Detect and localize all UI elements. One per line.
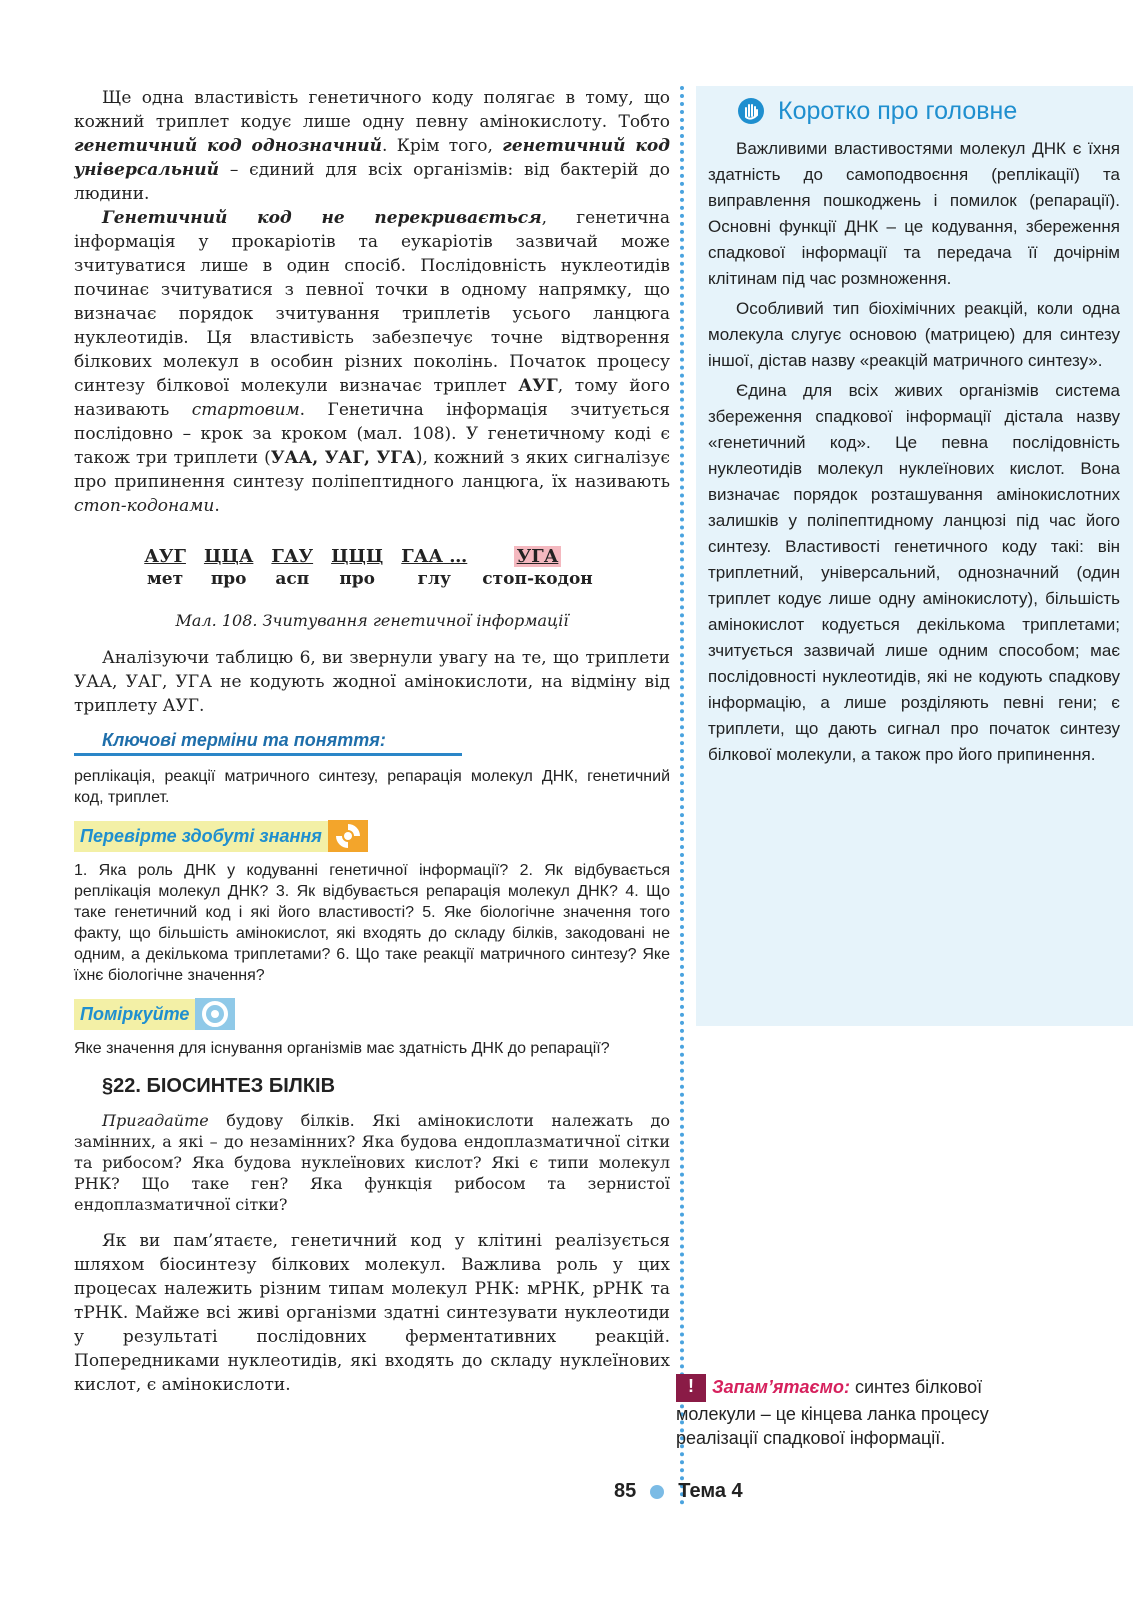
exclamation-icon: ! (676, 1374, 706, 1402)
paragraph-analysis: Аналізуючи таблицю 6, ви звернули увагу на те, що триплети УАА, УАГ, УГА не кодують жодної амінокислоти, на відміну від триплету АУГ. (74, 648, 670, 716)
body-text-block (74, 86, 670, 518)
topic-label: Тема 4 (678, 1480, 743, 1502)
codon-figure (64, 546, 670, 589)
think-badge (74, 998, 670, 1030)
paragraph-biosynthesis: Як ви пам’ятаєте, генетичний код у клітині реалізується шляхом біосинтезу білкових молекул. Важлива роль у цих процесах належить різним типам молекул РНК: мРНК, рРНК та тРНК. Майже всі живі організми здатні синтезувати нуклеотиди у результаті послідовних ферментативних реакцій. Попередниками нуклеотидів, які входять до складу нуклеїнових кислот, є амінокислоти. (74, 1231, 670, 1395)
summary-paragraph: Єдина для всіх живих організмів система збереження спадкової інформації дістала назву «генетичний код». Це певна послідовність нуклеотидів молекул нуклеїнових кислот. Вона визначає порядок розташування амінокислотних залишків у поліпептидному ланцюзі під час його синтезу. Властивості генетичного коду такі: він триплетний, універсальний, однозначний (один триплет кодує лише одну амінокислоту), більшість амінокислот кодується декількома триплетами; зчитується зазвичай лише одним способом; має послідовності нуклеотидів, які не кодують спадкову інформацію, а лише розділяють певні гени; є триплети, що дають сигнал про початок синтезу білкової молекули, а також про його припинення. (708, 381, 1120, 764)
think-label: Поміркуйте (74, 999, 195, 1030)
summary-paragraph: Особливий тип біохімічних реакцій, коли одна молекула слугує основою (матрицею) для синтезу іншої, дістав назву «реакцій матричного синтезу». (708, 299, 1120, 370)
think-text: Яке значення для існування організмів має здатність ДНК до репарації? (74, 1040, 610, 1057)
codon-item: ГАУ асп (271, 546, 314, 589)
page-footer (614, 1480, 743, 1503)
bullet-dot-icon (650, 1485, 664, 1499)
key-terms-heading: Ключові терміни та поняття: (74, 730, 462, 756)
check-knowledge-text: 1. Яка роль ДНК у кодуванні генетичної інформації? 2. Як відбувається реплікація молекул ДНК? 3. Як відбувається репарація молекул ДНК? 4. Що таке генетичний код і які його властивості? 5. Яке біологічне значення того факту, що більшість амінокислот, які входять до складу білків, закодовані не одним, а декількома триплетами? 6. Що таке реакції матричного синтезу? Яке їхнє біологічне значення? (74, 862, 670, 984)
summary-sidebar (696, 86, 1133, 1026)
page-number: 85 (614, 1480, 637, 1502)
remember-label: Запам’ятаємо: (712, 1376, 850, 1397)
column-divider (680, 86, 684, 1506)
remember-note (676, 1374, 1036, 1450)
check-knowledge-label: Перевірте здобуті знання (74, 821, 328, 852)
summary-text (696, 136, 1133, 768)
summary-paragraph: Важливими властивостями молекул ДНК є їхня здатність до самоподвоєння (реплікації) та виправлення пошкоджень і помилок (репарації). Основні функції ДНК – це кодування, збереження спадкової інформації та передача її дочірнім клітинам під час розмноження. (708, 139, 1120, 288)
analysis-block (74, 646, 670, 718)
section-title: §22. БІОСИНТЕЗ БІЛКІВ (102, 1075, 336, 1097)
summary-title-text: Коротко про головне (778, 96, 1018, 125)
main-column (74, 86, 670, 1397)
eye-ring-icon (195, 998, 235, 1030)
intro-block (74, 1229, 670, 1397)
key-terms-text: реплікація, реакції матричного синтезу, репарація молекул ДНК, генетичний код, триплет. (74, 768, 670, 806)
codon-item: ЦЦА про (203, 546, 254, 589)
swirl-icon (328, 820, 368, 852)
summary-title (696, 86, 1133, 136)
paragraph-non-overlapping: Генетичний код не перекривається, генетична інформація у прокаріотів та еукаріотів зазвичай може зчитуватися лише в один спосіб. Послідовність нуклеотидів починає зчитуватися з певної точки в одному напрямку, що визначає порядок зчитування триплетів усього ланцюга нуклеотидів. Ця властивість забезпечує точне відтворення білкових молекул в особин різних поколінь. Початок процесу синтезу білкової молекули визначає триплет АУГ, тому його називають стартовим. Генетична інформація зчитується послідовно – крок за кроком (мал. 108). У генетичному коді є також три триплети (УАА, УАГ, УГА), кожний з яких сигналізує про припинення синтезу поліпептидного ланцюга, їх називають стоп-кодонами. (74, 208, 671, 516)
hand-icon (736, 96, 766, 126)
codon-item: АУГ мет (144, 546, 186, 589)
recall-paragraph: Пригадайте будову білків. Які амінокислоти належать до замінних, а які – до незамінних? Яка будова ендоплазматичної сітки та рибосом? Яка будова нуклеїнових кислот? Які є типи молекул РНК? Що таке ген? Яка функція рибосом та зернистої ендоплазматичної сітки? (74, 1111, 670, 1214)
figure-caption: Мал. 108. Зчитування генетичної інформації (175, 611, 569, 630)
recall-block (74, 1110, 670, 1215)
codon-item: ГАА … глу (401, 546, 468, 589)
remember-text: синтез білкової молекули – це кінцева ланка процесу реалізації спадкової інформації. (676, 1376, 989, 1448)
codon-item: ЦЦЦ про (331, 546, 384, 589)
paragraph-code-unambiguous: Ще одна властивість генетичного коду полягає в тому, що кожний триплет кодує лише одну певну амінокислоту. Тобто генетичний код однозначний. Крім того, генетичний код універсальний – єдиний для всіх організмів: від бактерій до людини. (74, 88, 670, 204)
stop-codon-item: УГА стоп-кодон (482, 546, 593, 589)
check-knowledge-badge (74, 820, 670, 852)
